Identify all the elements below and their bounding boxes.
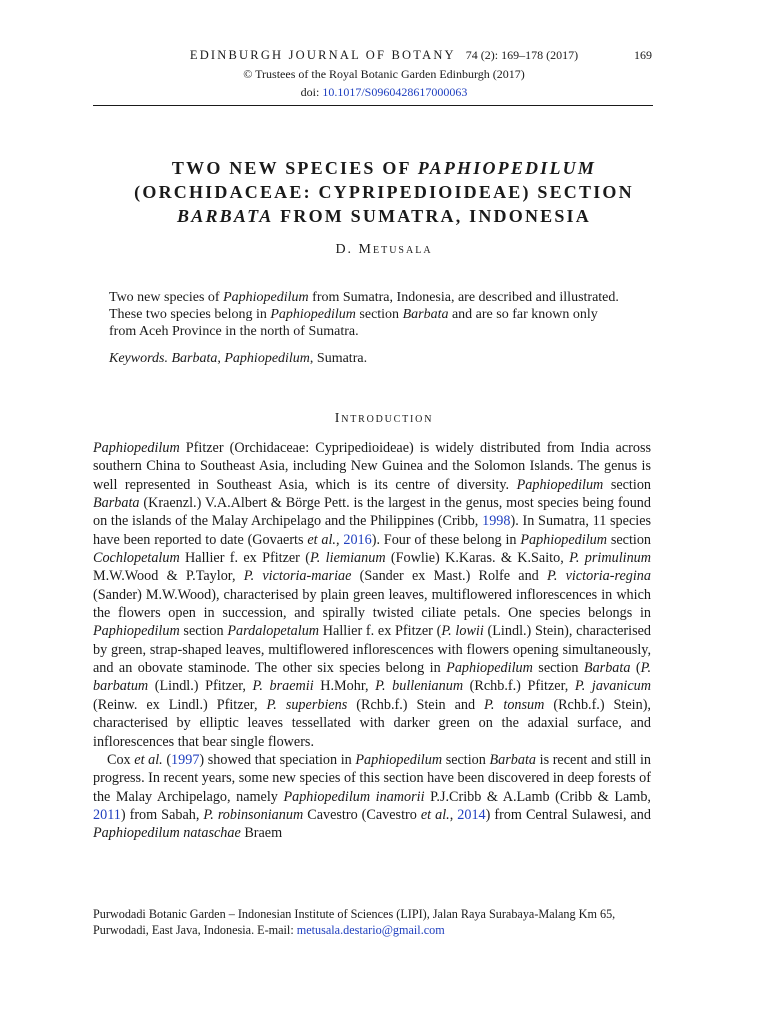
text-run: ) showed that speciation in <box>199 751 356 768</box>
italic-term: Paphiopedilum nataschae <box>93 825 241 842</box>
text-run: , <box>449 806 458 823</box>
title-genus: PAPHIOPEDILUM <box>417 158 597 178</box>
italic-term: et al. <box>134 751 163 768</box>
italic-term: Paphiopedilum <box>355 751 443 768</box>
text-run: section <box>532 660 584 677</box>
text-run: ). Four of these belong in <box>371 531 521 548</box>
keywords <box>109 351 619 367</box>
keyword: Barbata <box>171 351 218 366</box>
italic-term: P. barbatum <box>93 660 651 695</box>
text-run: is recent and still in progress. In recent years, some new species of this section have been discovered in deep forests of the Malay Archipelago, namely <box>93 751 651 805</box>
abstract <box>109 289 619 340</box>
keyword: , Sumatra. <box>309 351 368 366</box>
italic-term: P. victoria-regina <box>547 568 651 585</box>
section-heading: Introduction <box>334 411 434 426</box>
text-run: ) from Central Sulawesi, and <box>485 806 651 823</box>
italic-term: Paphiopedilum inamorii <box>283 788 425 805</box>
body-text <box>93 439 651 843</box>
doi-label: doi: <box>300 85 320 99</box>
citation-link[interactable]: 2016 <box>343 531 372 548</box>
italic-term: Paphiopedilum <box>446 660 533 677</box>
citation-link[interactable]: 2014 <box>457 806 486 823</box>
doi-link[interactable]: 10.1017/S0960428617000063 <box>322 85 468 99</box>
abstract-text: and are so far known only from Aceh Province in the north of Sumatra. <box>109 307 598 339</box>
italic-term: P. tonsum <box>484 696 545 713</box>
text-run: Braem <box>240 825 283 842</box>
article-title <box>80 156 688 228</box>
abstract-italic: Barbata <box>402 307 449 322</box>
keyword-separator: , <box>217 351 225 366</box>
italic-term: et al. <box>420 806 450 823</box>
text-run: Cavestro (Cavestro <box>303 806 421 823</box>
text-run: M.W.Wood & P.Taylor, <box>93 568 244 585</box>
text-run: section <box>179 623 228 640</box>
paragraph <box>93 751 651 843</box>
text-run: (Kraenzl.) V.A.Albert & Börge Pett. is the largest in the genus, most species being found on the islands of the Malay Archipelago and the Philippines (Cribb, <box>93 495 651 530</box>
author-affiliation <box>93 907 663 938</box>
italic-term: Barbata <box>489 751 537 768</box>
copyright-line: © Trustees of the Royal Botanic Garden Edinburgh (2017) <box>243 67 525 81</box>
text-run: (Rchb.f.) Stein and <box>347 696 485 713</box>
italic-term: Paphiopedilum <box>516 476 604 493</box>
text-run: H.Mohr, <box>313 678 376 695</box>
text-run: (Rchb.f.) Stein), characterised by elliptic leaves tessellated with darker green on the adaxial surface, and inflorescences that bear single flowers. <box>93 696 651 750</box>
title-section: BARBATA <box>177 206 274 226</box>
italic-term: Paphiopedilum <box>520 531 608 548</box>
text-run: ( <box>162 751 172 768</box>
italic-term: P. superbiens <box>266 696 348 713</box>
italic-term: Cochlopetalum <box>93 550 180 567</box>
text-run: ). In Sumatra, 11 species have been reported to date (Govaerts <box>93 513 652 548</box>
email-link[interactable]: metusala.destario@gmail.com <box>296 922 445 937</box>
citation-link[interactable]: 2011 <box>93 806 121 823</box>
italic-term: Barbata <box>93 495 140 512</box>
journal-name: EDINBURGH JOURNAL OF BOTANY <box>189 48 456 62</box>
text-run: (Lindl.) Pfitzer, <box>148 678 253 695</box>
header-rule <box>93 105 653 106</box>
text-run: section <box>442 751 490 768</box>
title-text: (ORCHIDACEAE: CYPRIPEDIOIDEAE) SECTION <box>134 182 634 202</box>
italic-term: P. robinsonianum <box>203 806 304 823</box>
citation-link[interactable]: 1998 <box>482 513 511 530</box>
text-run: (Lindl.) Stein), characterised by green, strap-shaped leaves, multiflowered inflorescences with flowers opening simultaneously, and an obovate staminode. The other six species belong in <box>93 623 652 677</box>
abstract-text: Two new species of <box>109 290 224 305</box>
volume-info: 74 (2): 169–178 (2017) <box>465 48 579 62</box>
keywords-label: Keywords. <box>109 351 168 366</box>
text-run: Hallier f. ex Pfitzer ( <box>319 623 442 640</box>
affiliation-text: Purwodadi Botanic Garden – Indonesian Institute of Sciences (LIPI), Jalan Raya Surabaya-Malang Km 65, Purwodadi, East Java, Indonesia. E-mail: <box>93 907 616 937</box>
citation-link[interactable]: 1997 <box>171 751 200 768</box>
text-run: section <box>607 531 652 548</box>
text-run: Pfitzer (Orchidaceae: Cypripedioideae) is widely distributed from India across southern China to Southeast Asia, including New Guinea and the Solomon Islands. The genus is well represented in Southeast Asia, which is its centre of diversity. <box>93 440 651 493</box>
title-text: TWO NEW SPECIES OF <box>171 158 418 178</box>
text-run: Cox <box>107 751 135 768</box>
abstract-text: from Sumatra, Indonesia, are described and illustrated. These two species belong in <box>109 290 619 322</box>
text-run: (Sander ex Mast.) Rolfe and <box>351 568 547 585</box>
italic-term: Barbata <box>583 660 631 677</box>
italic-term: P. javanicum <box>574 678 651 695</box>
italic-term: P. braemii <box>252 678 314 695</box>
page-number: 169 <box>634 48 652 62</box>
italic-term: P. primulinum <box>569 550 652 567</box>
italic-term: P. victoria-mariae <box>243 568 352 585</box>
italic-term: et al. <box>307 531 336 548</box>
text-run: (Rchb.f.) Pfitzer, <box>463 678 575 695</box>
italic-term: Paphiopedilum <box>93 623 180 640</box>
text-run: ( <box>630 660 641 677</box>
text-run: , <box>335 531 344 548</box>
running-header <box>0 48 768 64</box>
text-run: (Reinw. ex Lindl.) Pfitzer, <box>93 696 267 713</box>
text-run: (Sander) M.W.Wood), characterised by plain green leaves, multiflowered inflorescences in which the flowers open in succession, and spirally twisted ciliate petals. One species belongs in <box>93 586 651 622</box>
abstract-italic: Paphiopedilum <box>270 307 356 322</box>
text-run: section <box>603 476 652 493</box>
abstract-italic: Paphiopedilum <box>223 290 309 305</box>
italic-term: P. bullenianum <box>375 678 464 695</box>
italic-term: P. liemianum <box>309 550 386 567</box>
text-run: P.J.Cribb & A.Lamb (Cribb & Lamb, <box>424 788 651 805</box>
italic-term: Paphiopedilum <box>93 440 180 456</box>
author: D. Metusala <box>335 242 433 257</box>
keyword: Paphiopedilum <box>224 351 310 366</box>
text-run: (Fowlie) K.Karas. & K.Saito, <box>385 550 570 567</box>
paragraph <box>93 439 651 751</box>
italic-term: Pardalopetalum <box>227 623 320 640</box>
italic-term: P. lowii <box>441 623 484 640</box>
abstract-text: section <box>355 307 403 322</box>
text-run: Hallier f. ex Pfitzer ( <box>179 550 310 567</box>
doi-line <box>0 85 768 100</box>
text-run: ) from Sabah, <box>120 806 204 823</box>
title-text: FROM SUMATRA, INDONESIA <box>273 206 591 226</box>
